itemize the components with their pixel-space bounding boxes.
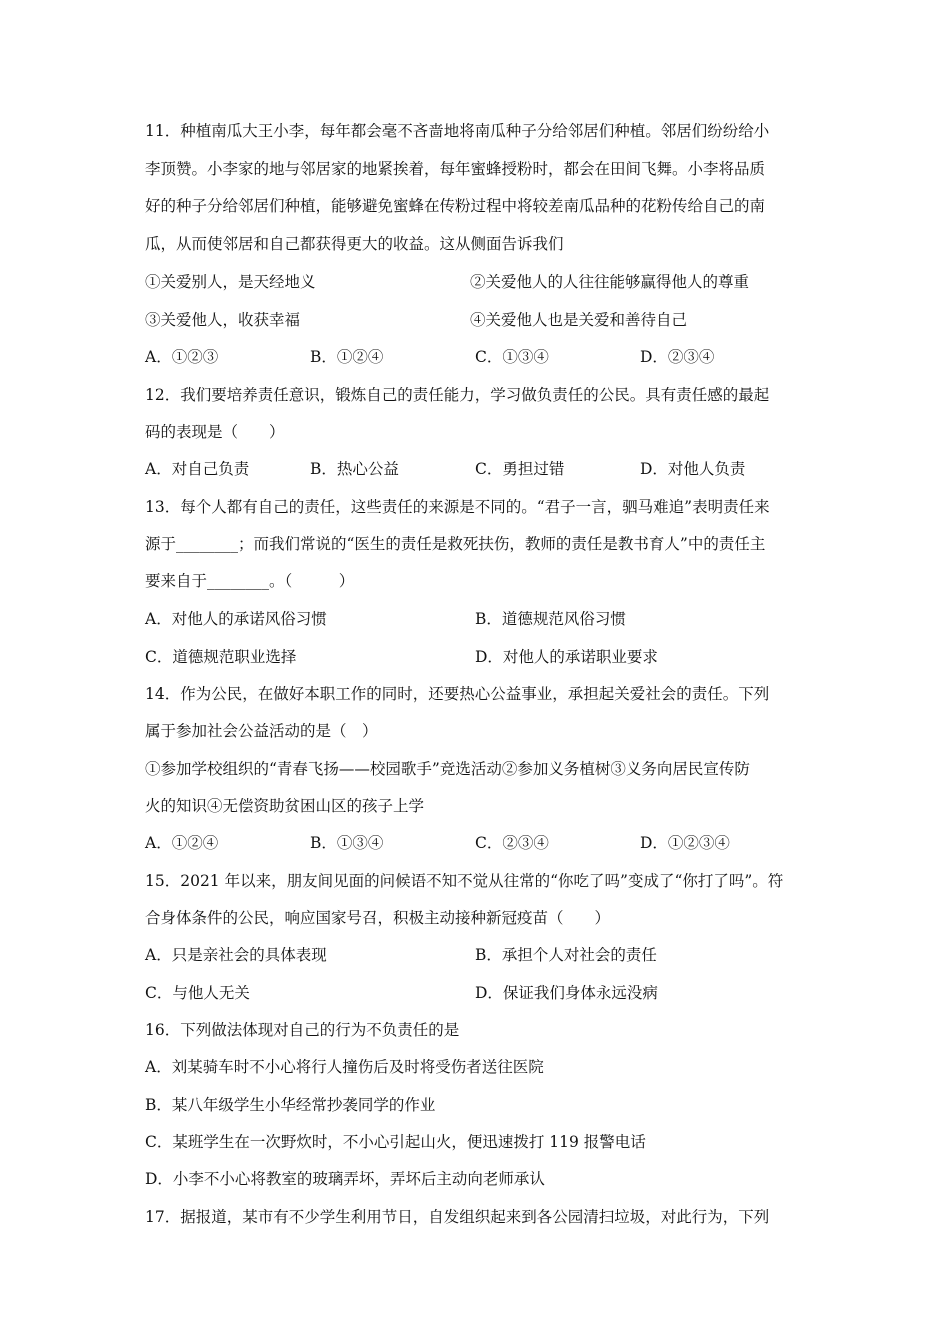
option-b: B．①③④ <box>310 834 384 852</box>
option-d: D．②③④ <box>640 348 715 366</box>
option-a: A．①②③ <box>145 348 219 366</box>
option-b: B．道德规范风俗习惯 <box>475 610 626 628</box>
statement: ④关爱他人也是关爱和善待自己 <box>470 311 688 329</box>
question-text: 17．据报道，某市有不少学生利用节日，自发组织起来到各公园清扫垃圾，对此行为，下列 <box>145 1208 770 1226</box>
option-a: A．①②④ <box>145 834 219 852</box>
question-text: 源于________；而我们常说的“医生的责任是救死扶伤，教师的责任是教书育人”中的责任主 <box>145 535 766 553</box>
option-a: A．只是亲社会的具体表现 <box>145 946 327 964</box>
option-c: C．勇担过错 <box>475 460 565 478</box>
question-text: 李顶赞。小李家的地与邻居家的地紧挨着，每年蜜蜂授粉时，都会在田间飞舞。小李将品质 <box>145 160 766 178</box>
question-text: 14．作为公民，在做好本职工作的同时，还要热心公益事业，承担起关爱社会的责任。下列 <box>145 685 770 703</box>
option-c: C．与他人无关 <box>145 984 250 1002</box>
option-a: A．刘某骑车时不小心将行人撞伤后及时将受伤者送往医院 <box>145 1058 544 1076</box>
question-text: 码的表现是（ ） <box>145 423 285 441</box>
option-b: B．热心公益 <box>310 460 399 478</box>
statement: ①关爱别人，是天经地义 <box>145 273 316 291</box>
option-c: C．②③④ <box>475 834 549 852</box>
question-text: 15．2021 年以来，朋友间见面的问候语不知不觉从往常的“你吃了吗”变成了“你打了吗”。符 <box>145 872 784 890</box>
question-text: 火的知识④无偿资助贫困山区的孩子上学 <box>145 797 425 815</box>
question-text: ①参加学校组织的“青春飞扬——校园歌手”竞选活动②参加义务植树③义务向居民宣传防 <box>145 760 750 778</box>
option-a: A．对自己负责 <box>145 460 250 478</box>
option-d: D．小李不小心将教室的玻璃弄坏，弄坏后主动向老师承认 <box>145 1170 545 1188</box>
option-d: D．对他人负责 <box>640 460 746 478</box>
statement: ②关爱他人的人往往能够赢得他人的尊重 <box>470 273 750 291</box>
option-b: B．某八年级学生小华经常抄袭同学的作业 <box>145 1096 436 1114</box>
option-b: B．①②④ <box>310 348 384 366</box>
option-d: D．①②③④ <box>640 834 730 852</box>
question-text: 瓜，从而使邻居和自己都获得更大的收益。这从侧面告诉我们 <box>145 235 564 253</box>
option-c: C．①③④ <box>475 348 549 366</box>
option-a: A．对他人的承诺风俗习惯 <box>145 610 327 628</box>
question-text: 合身体条件的公民，响应国家号召，积极主动接种新冠疫苗（ ） <box>145 909 611 927</box>
option-b: B．承担个人对社会的责任 <box>475 946 657 964</box>
question-text: 要来自于________。（ ） <box>145 572 355 590</box>
question-text: 13．每个人都有自己的责任，这些责任的来源是不同的。“君子一言，驷马难追”表明责任来 <box>145 498 770 516</box>
question-text: 属于参加社会公益活动的是（ ） <box>145 722 378 740</box>
option-d: D．对他人的承诺职业要求 <box>475 648 658 666</box>
statement: ③关爱他人，收获幸福 <box>145 311 301 329</box>
question-text: 16．下列做法体现对自己的行为不负责任的是 <box>145 1021 460 1039</box>
question-text: 12．我们要培养责任意识，锻炼自己的责任能力，学习做负责任的公民。具有责任感的最起 <box>145 386 770 404</box>
question-text: 11．种植南瓜大王小李，每年都会毫不吝啬地将南瓜种子分给邻居们种植。邻居们纷纷给小 <box>145 122 770 140</box>
option-c: C．某班学生在一次野炊时，不小心引起山火，便迅速拨打 119 报警电话 <box>145 1133 646 1151</box>
option-d: D．保证我们身体永远没病 <box>475 984 658 1002</box>
question-text: 好的种子分给邻居们种植，能够避免蜜蜂在传粉过程中将较差南瓜品种的花粉传给自己的南 <box>145 197 766 215</box>
option-c: C．道德规范职业选择 <box>145 648 297 666</box>
